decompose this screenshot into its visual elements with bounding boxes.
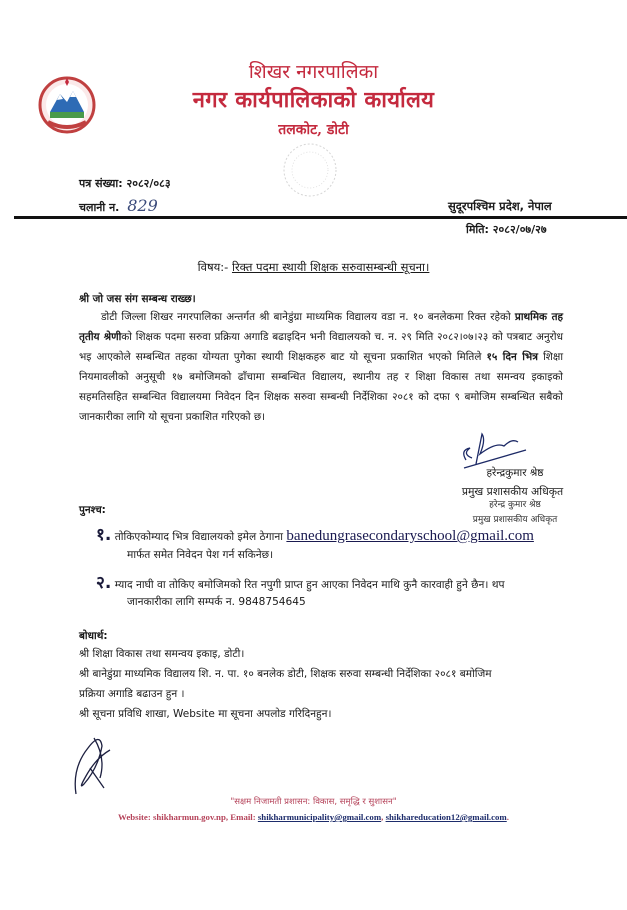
notice-paragraph (79, 307, 563, 427)
letter-number-value: २०८२/०८३ (126, 177, 171, 190)
subject-line (0, 260, 627, 275)
municipality-name: शिखर नगरपालिका (248, 61, 379, 83)
cc-list (79, 644, 569, 724)
cc-label: बोधार्थ: (79, 630, 108, 642)
dispatch-number-label: चलानी न. (79, 201, 120, 214)
office-location: तलकोट, डोटी (278, 122, 349, 138)
item-text: तोकिएकोम्याद भित्र विद्यालयको इमेल ठेगाना (114, 531, 287, 543)
date-label: मिति: (466, 223, 489, 236)
cc-line: प्रक्रिया अगाडि बढाउन हुन । (79, 688, 185, 700)
dispatch-number (79, 196, 158, 215)
dispatch-number-value: 829 (127, 196, 158, 215)
salutation: श्री जो जस संग सम्बन्ध राख्छ। (79, 293, 196, 305)
signature-icon (456, 430, 536, 470)
header-divider (14, 216, 627, 219)
date-value: २०८२/०७/२७ (492, 223, 547, 236)
footer-slogan: "सक्षम निजामती प्रशासन: विकास, समृद्धि र सुशासन" (230, 797, 397, 807)
office-stamp-icon (265, 140, 355, 210)
education-email-link[interactable]: shikhareducation12@gmail.com (385, 812, 507, 822)
province: सुदूरपश्चिम प्रदेश, नेपाल (448, 199, 552, 213)
website-label: Website: (118, 812, 151, 822)
date (466, 222, 547, 237)
subject-label: विषय:- (197, 260, 229, 274)
signatory-title: प्रमुख प्रशासकीय अधिकृत (461, 485, 564, 498)
office-name: नगर कार्यपालिकाको कार्यालय (192, 87, 435, 113)
cc-line: श्री शिक्षा विकास तथा समन्वय इकाइ, डोटी। (79, 648, 245, 660)
item-number: २. (96, 573, 112, 593)
signatory-name: हरेन्द्रकुमार श्रेष्ठ (486, 467, 544, 479)
initials-signature-icon (70, 728, 120, 798)
postscript-item-1 (96, 522, 534, 545)
school-email-link[interactable]: banedungrasecondaryschool@gmail.com (286, 528, 534, 544)
paragraph-bold-level: प्राथमिक तह तृतीय श्रेणी (79, 311, 564, 343)
cc-line: श्री सूचना प्रविधि शाखा, Website मा सूचना अपलोड गरिदिनहुन। (79, 708, 332, 720)
cc-line: श्री बानेडुंग्रा माध्यमिक विद्यालय शि. न. पा. १० बनलेक डोटी, शिक्षक सरुवा सम्बन्धी निर्देशिका २०८१ बमोजिम (79, 668, 492, 680)
paragraph-text: को शिक्षक पदमा सरुवा प्रक्रिया अगाडि बढाइदिन भनी विद्यालयको च. न. २९ मिति २०८२।०७।२३ को पत्रबाट अनुरोध भइ आएकोले सम्बन्धित तहका योग्यता पुगेका स्थायी शिक्षकहरु बाट यो सूचना प्रकाशित भएको मितिले (79, 331, 563, 363)
municipality-email-link[interactable]: shikharmunicipality@gmail.com (257, 812, 382, 822)
footer-contacts: Website: shikharmun.gov.np, Email: shikharmunicipality@gmail.com, shikhareducation12@gmail.com. (118, 812, 509, 822)
postscript-item-2-cont: जानकारीका लागि सम्पर्क न. 9848754645 (127, 596, 306, 608)
postscript-label: पुनश्च: (79, 504, 106, 516)
item-text: म्याद नाघी वा तोकिए बमोजिमको रित नपुगी प्राप्त हुन आएका निवेदन माथि कुनै कारवाही हुने छैन। थप (114, 579, 505, 591)
letter-number (79, 176, 171, 191)
stamp-title: प्रमुख प्रशासकीय अधिकृत (472, 515, 558, 525)
paragraph-bold-deadline: १५ दिन भित्र (486, 351, 538, 363)
subject-text: रिक्त पदमा स्थायी शिक्षक सरुवासम्बन्धी सूचना। (231, 260, 430, 274)
letter-number-label: पत्र संख्या: (79, 177, 123, 190)
email-label: Email: (230, 812, 256, 822)
stamp-name: हरेन्द्र कुमार श्रेष्ठ (489, 500, 541, 510)
paragraph-text: शिक्षा नियमावलीको अनुसूची १७ बमोजिमको ढाँचामा सम्बन्धित विद्यालय, स्थानीय तह र शिक्षा विकास तथा समन्वय इकाइको सहमतिसहित सम्बन्धित विद्यालयमा निवेदन दिन शिक्षक सरुवा सम्बन्धी निर्देशिका २०८१ को दफा ९ बमोजिम सम्बन्धित सबैको जानकारीका लागि यो सूचना प्रकाशित गरिएको छ। (79, 351, 564, 423)
postscript-item-2 (96, 570, 505, 593)
item-number: १. (96, 525, 112, 545)
postscript-item-1-cont: मार्फत समेत निवेदन पेश गर्न सकिनेछ। (127, 549, 274, 561)
paragraph-text: डोटी जिल्ला शिखर नगरपालिका अन्तर्गत श्री बानेडुंग्रा माध्यमिक विद्यालय वडा न. १० बनलेकमा रिक्त रहेको (101, 311, 515, 323)
website-link[interactable]: shikharmun.gov.np, (152, 812, 229, 822)
